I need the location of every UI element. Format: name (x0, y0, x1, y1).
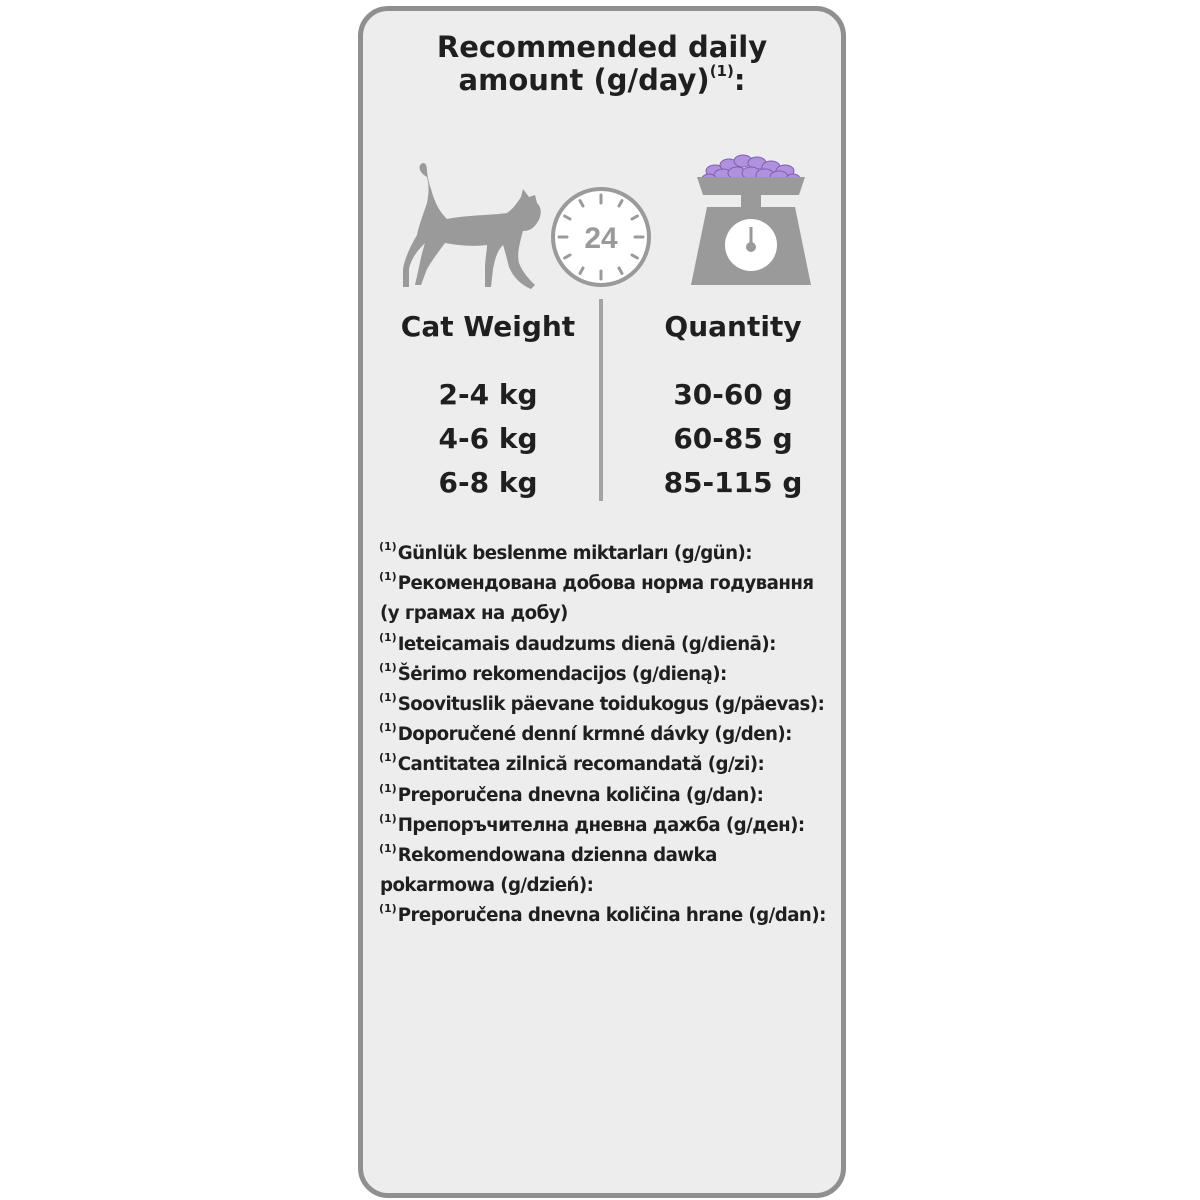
scale-icon (685, 151, 817, 291)
footnote-line (379, 871, 839, 901)
footnote-line (379, 901, 839, 931)
clock-icon (549, 185, 653, 289)
footnote-marker: (1) (379, 660, 397, 674)
footnote-line (379, 811, 839, 841)
footnote-line (379, 781, 839, 811)
footnote-text: Doporučené denní krmné dávky (g/den): (397, 724, 792, 746)
footnote-text: (у грамах на добу) (380, 603, 568, 625)
footnote-line (379, 569, 839, 599)
weight-cell: 2-4 kg (438, 378, 538, 411)
footnote-text: Preporučena dnevna količina hrane (g/dan): (397, 905, 826, 927)
footnote-marker: (1) (379, 721, 397, 735)
footnote-text: Rekomendowana dzienna dawka (397, 844, 717, 866)
cat-weight-header: Cat Weight (400, 310, 576, 343)
footnote-line (379, 720, 839, 750)
clock-label: 24 (584, 222, 618, 255)
weight-cell: 6-8 kg (438, 466, 538, 499)
footnote-line (379, 750, 839, 780)
title-colon: : (733, 63, 746, 97)
footnote-text: Cantitatea zilnică recomandată (g/zi): (397, 754, 765, 776)
footnote-line (379, 599, 839, 629)
quantity-header: Quantity (664, 310, 802, 343)
footnote-marker: (1) (379, 570, 397, 584)
footnote-text: Ieteicamais daudzums dienā (g/dienā): (397, 633, 776, 655)
icon-row (363, 151, 841, 301)
footnote-marker: (1) (379, 902, 397, 916)
title-footnote-marker: (1) (709, 62, 734, 80)
page-title (363, 31, 841, 97)
footnote-marker: (1) (379, 630, 397, 644)
footnote-text: Рекомендована добова норма годування (397, 573, 814, 595)
title-line-2 (363, 64, 841, 97)
footnote-text: Soovituslik päevane toidukogus (g/päevas): (397, 693, 825, 715)
quantity-cell: 60-85 g (673, 422, 793, 455)
quantity-cell: 30-60 g (673, 378, 793, 411)
cat-weight-column (383, 307, 593, 505)
footnote-marker: (1) (379, 540, 397, 553)
column-divider (599, 299, 603, 501)
footnote-text: Šėrimo rekomendacijos (g/dieną): (397, 663, 727, 685)
footnote-text: pokarmowa (g/dzień): (380, 875, 594, 897)
title-line-1: Recommended daily (436, 30, 768, 64)
quantity-cell: 85-115 g (663, 466, 803, 499)
footnote-line (379, 660, 839, 690)
footnote-line (379, 539, 839, 569)
footnote-text: Препоръчителна дневна дажба (g/ден): (397, 814, 805, 836)
footnote-line (379, 841, 839, 871)
cat-icon (383, 159, 543, 291)
footnote-marker: (1) (379, 841, 397, 855)
footnote-marker: (1) (379, 751, 397, 765)
footnote-marker: (1) (379, 781, 397, 795)
footnote-marker: (1) (379, 690, 397, 704)
title-line-2-text: amount (g/day) (458, 63, 710, 97)
footnote-marker: (1) (379, 811, 397, 825)
feeding-guide-card (358, 6, 846, 1198)
weight-cell: 4-6 kg (438, 422, 538, 455)
quantity-column (613, 307, 853, 505)
footnote-line (379, 630, 839, 660)
footnote-text: Preporučena dnevna količina (g/dan): (397, 784, 764, 806)
footnote-line (379, 690, 839, 720)
footnote-text: Günlük beslenme miktarları (g/gün): (397, 543, 752, 564)
translated-footnotes (379, 539, 839, 931)
